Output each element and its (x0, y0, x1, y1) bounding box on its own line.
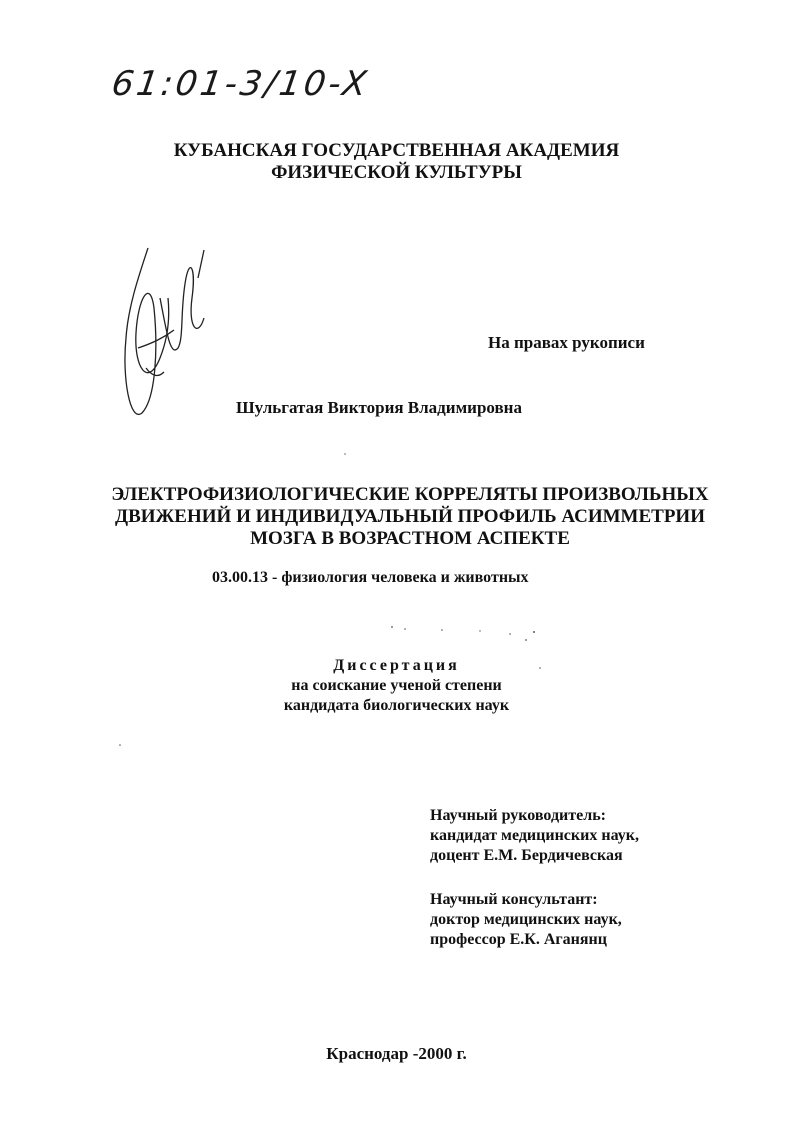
manuscript-rights-note: На правах рукописи (488, 333, 645, 352)
consultant-name: профессор Е.К. Аганянц (430, 931, 607, 948)
supervisor-block (430, 806, 639, 866)
consultant-heading: Научный консультант: (430, 891, 598, 908)
dissertation-block (0, 656, 793, 716)
consultant-degree: доктор медицинских наук, (430, 911, 622, 928)
city-year: Краснодар -2000 г. (326, 1044, 467, 1063)
institution-line-2: ФИЗИЧЕСКОЙ КУЛЬТУРЫ (271, 162, 522, 183)
institution-line-1: КУБАНСКАЯ ГОСУДАРСТВЕННАЯ АКАДЕМИЯ (173, 140, 620, 161)
dissertation-degree-line: на соискание ученой степени (291, 677, 502, 694)
consultant-block (430, 890, 622, 950)
supervisor-degree: кандидат медицинских наук, (430, 827, 639, 844)
archive-code-handwritten: 61:01-3/10-X (109, 64, 372, 104)
dissertation-label: Диссертация (333, 657, 460, 674)
author-name: Шульгатая Виктория Владимировна (236, 398, 522, 417)
specialty-code: 03.00.13 - физиология человека и животных (212, 569, 529, 586)
dissertation-field-line: кандидата биологических наук (283, 697, 510, 714)
supervisor-name: доцент Е.М. Бердичевская (430, 847, 623, 864)
title-line-2: ДВИЖЕНИЙ И ИНДИВИДУАЛЬНЫЙ ПРОФИЛЬ АСИММЕТРИИ (115, 506, 705, 527)
title-line-3: МОЗГА В ВОЗРАСТНОМ АСПЕКТЕ (250, 528, 570, 549)
supervisor-heading: Научный руководитель: (430, 807, 606, 824)
title-line-1: ЭЛЕКТРОФИЗИОЛОГИЧЕСКИЕ КОРРЕЛЯТЫ ПРОИЗВОЛЬНЫХ (111, 484, 709, 505)
